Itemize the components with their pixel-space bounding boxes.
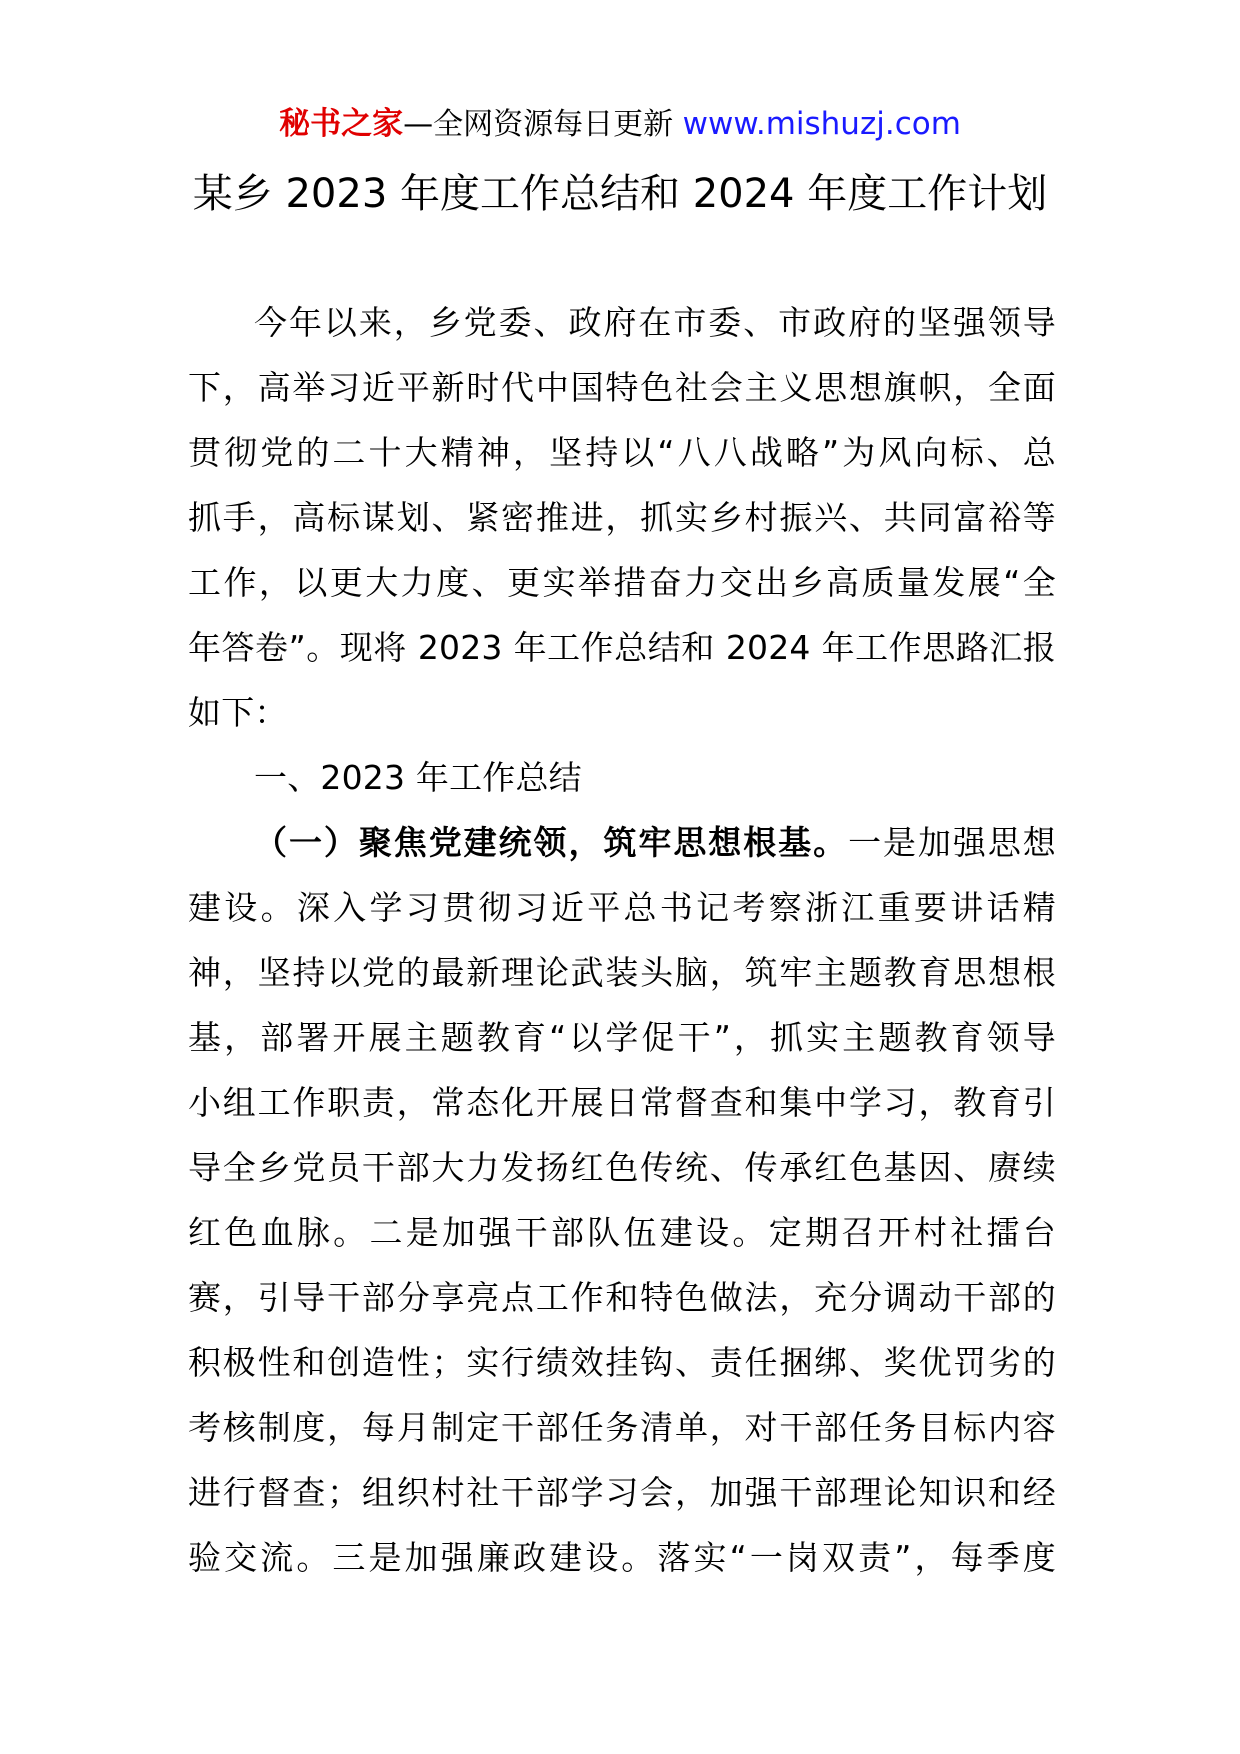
body-line: 红色血脉。二是加强干部队伍建设。定期召开村社擂台 (188, 1213, 1056, 1252)
body-line: 基，部署开展主题教育“以学促干”，抓实主题教育领导 (188, 1018, 1056, 1057)
body-line: 考核制度，每月制定干部任务清单，对干部任务目标内容 (188, 1408, 1056, 1447)
intro-line: 年答卷”。现将 2023 年工作总结和 2024 年工作思路汇报 (188, 628, 1056, 667)
body-line: 赛，引导干部分享亮点工作和特色做法，充分调动干部的 (188, 1278, 1056, 1317)
body-line: 建设。深入学习贯彻习近平总书记考察浙江重要讲话精 (188, 888, 1056, 927)
intro-line: 如下： (188, 693, 288, 732)
body-line: 导全乡党员干部大力发扬红色传统、传承红色基因、赓续 (188, 1148, 1056, 1187)
document-body (188, 290, 1056, 1590)
subsection-first-text: 一是加强思想 (848, 823, 1057, 862)
site-brand: 秘书之家 (279, 106, 404, 142)
intro-line: 工作，以更大力度、更实举措奋力交出乡高质量发展“全 (188, 563, 1056, 602)
body-line: 神，坚持以党的最新理论武装头脑，筑牢主题教育思想根 (188, 953, 1056, 992)
body-line: 验交流。三是加强廉政建设。落实“一岗双责”，每季度 (188, 1538, 1056, 1577)
intro-line: 下，高举习近平新时代中国特色社会主义思想旗帜，全面 (188, 368, 1056, 407)
site-tagline: —全网资源每日更新 (403, 107, 683, 142)
subsection-heading: （一）聚焦党建统领，筑牢思想根基。 (254, 823, 849, 862)
body-line: 进行督查；组织村社干部学习会，加强干部理论知识和经 (188, 1473, 1056, 1512)
document-title: 某乡 2023 年度工作总结和 2024 年度工作计划 (192, 171, 1048, 217)
body-line: 积极性和创造性；实行绩效挂钩、责任捆绑、奖优罚劣的 (188, 1343, 1056, 1382)
site-header (0, 102, 1240, 147)
intro-line: 贯彻党的二十大精神，坚持以“八八战略”为风向标、总 (188, 433, 1056, 472)
intro-line: 今年以来，乡党委、政府在市委、市政府的坚强领导 (254, 303, 1056, 342)
subsection-first-line (188, 810, 1056, 875)
body-line: 小组工作职责，常态化开展日常督查和集中学习，教育引 (188, 1083, 1056, 1122)
site-url-link[interactable]: www.mishuzj.com (682, 106, 961, 142)
intro-line: 抓手，高标谋划、紧密推进，抓实乡村振兴、共同富裕等 (188, 498, 1056, 537)
section-heading: 一、2023 年工作总结 (254, 758, 582, 797)
